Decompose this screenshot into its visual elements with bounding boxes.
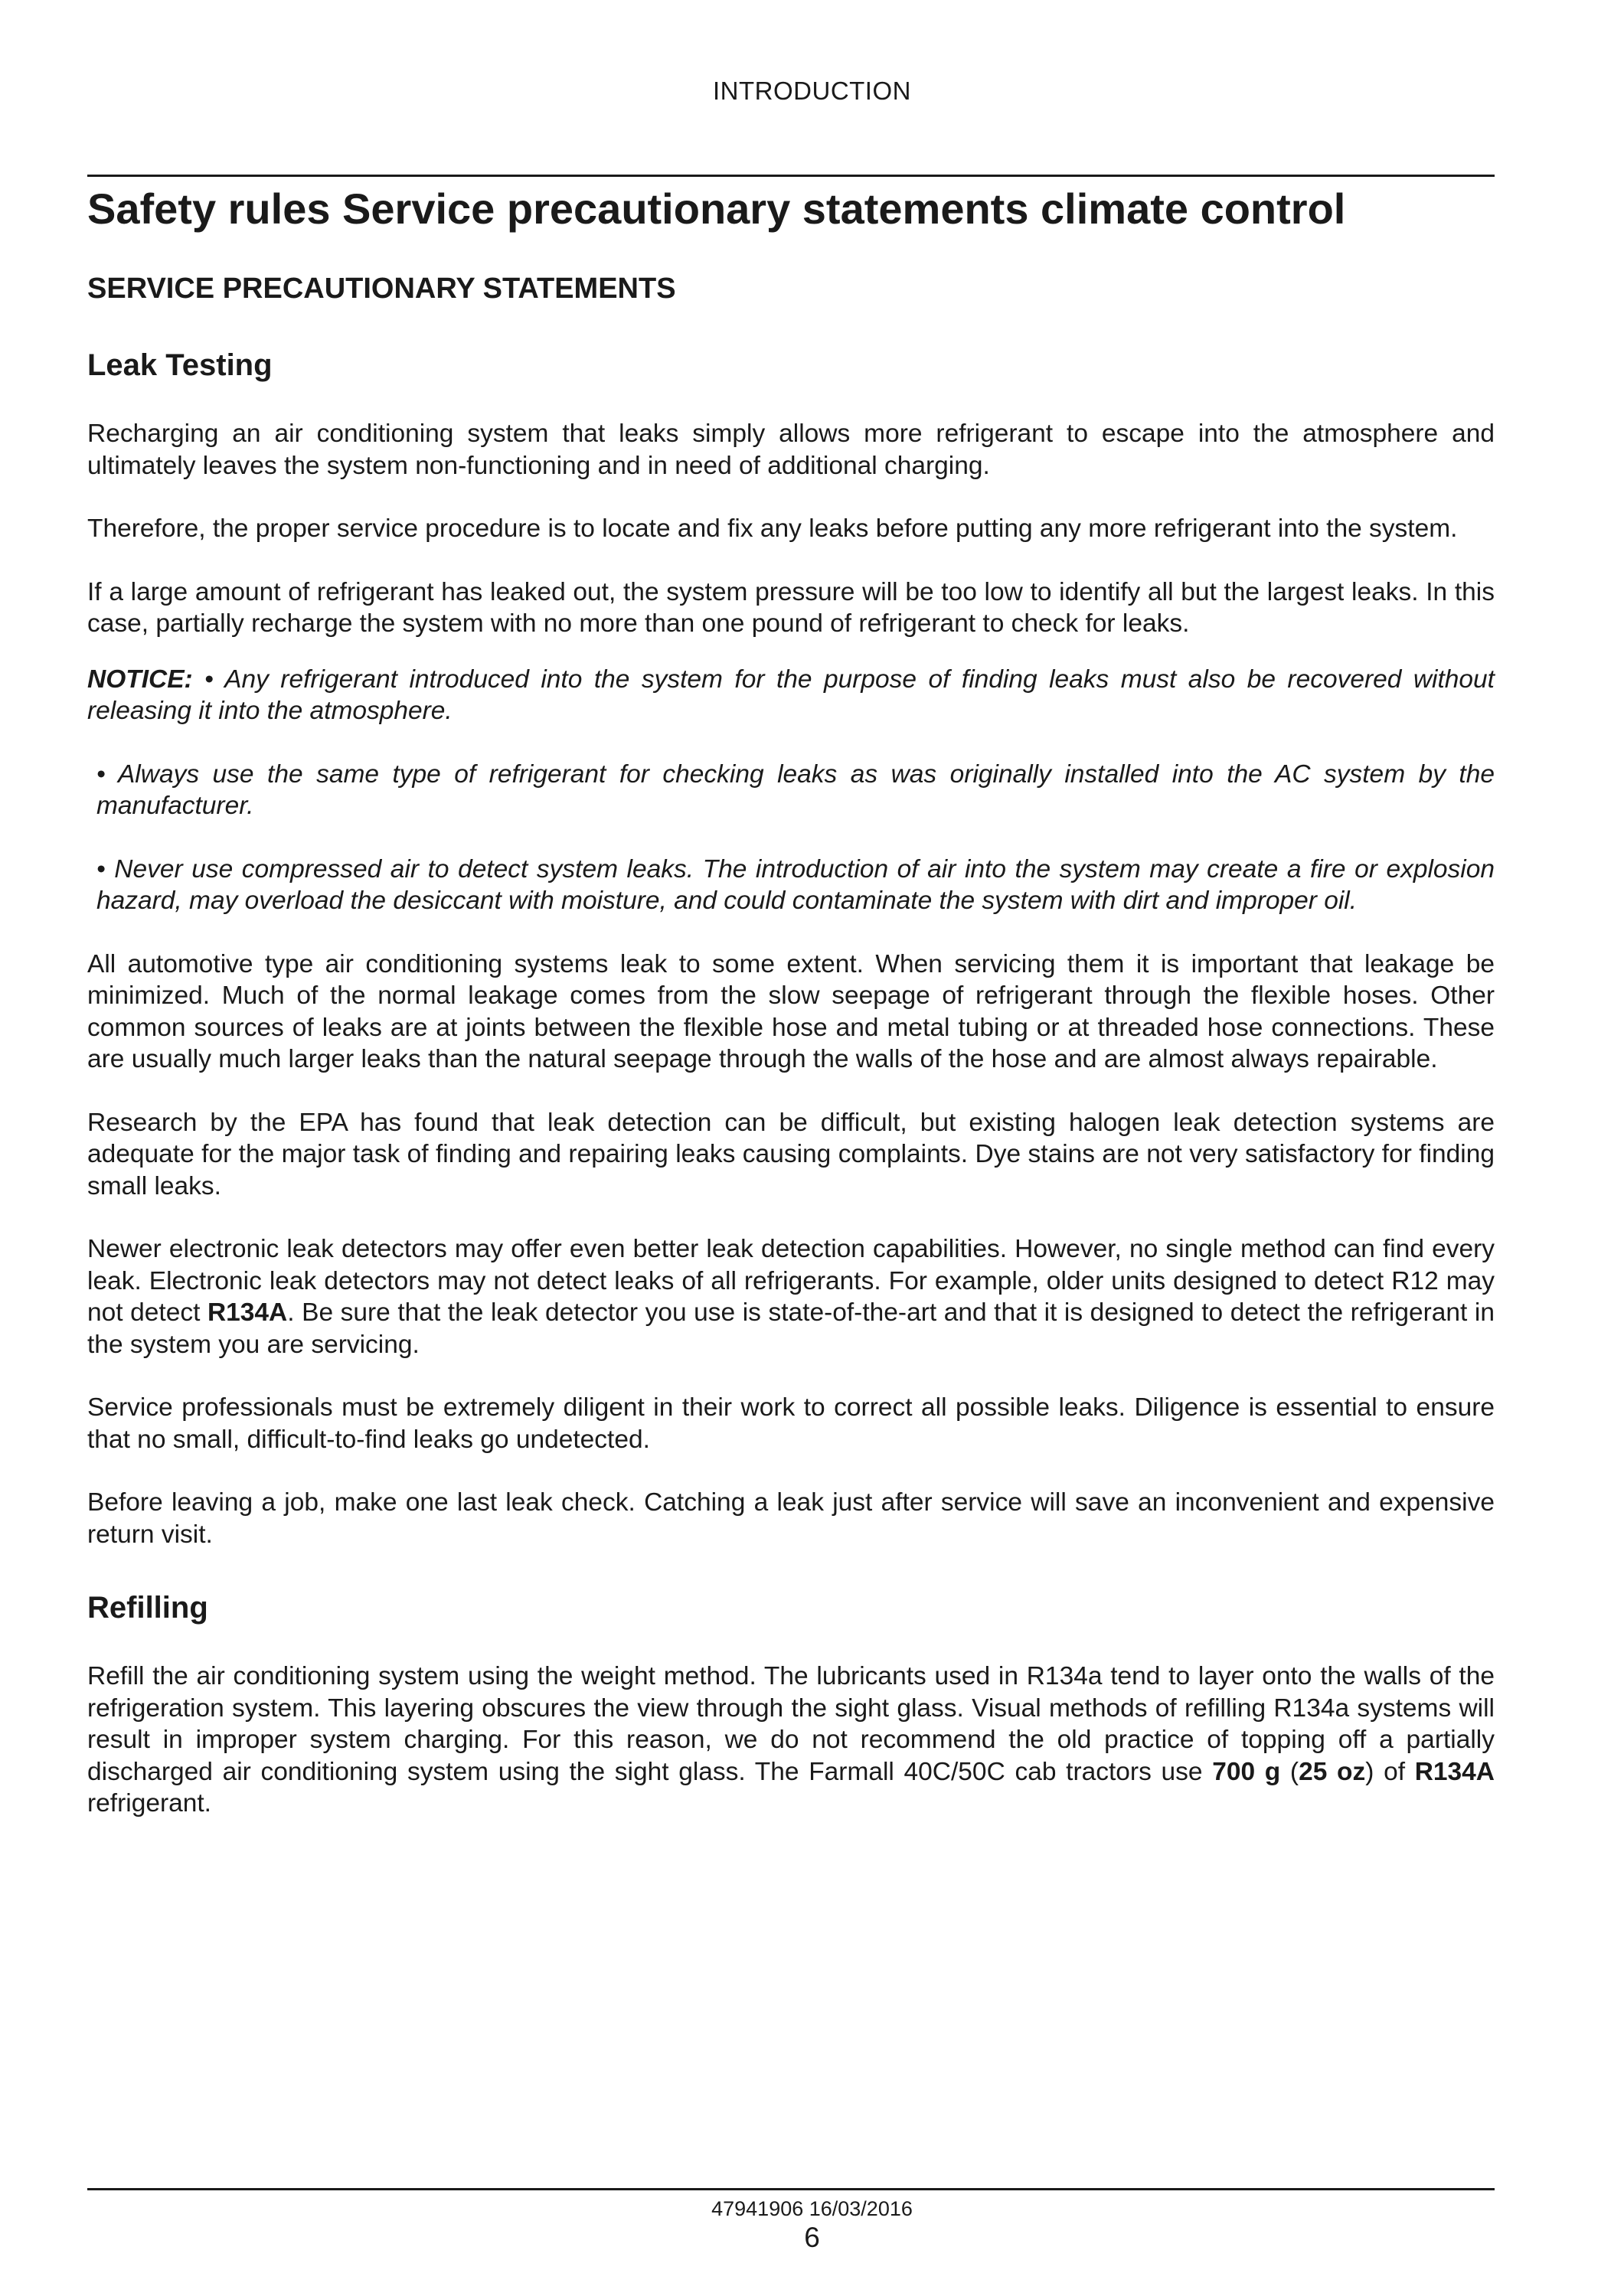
leak-testing-heading: Leak Testing <box>87 348 273 382</box>
leak-testing-paragraph-2: Therefore, the proper service procedure is to locate and fix any leaks before putting any more refrigerant into the system. <box>87 514 1458 543</box>
notice-item-3: • Never use compressed air to detect system leaks. The introduction of air into the system may create a fire or explosion hazard, may overload the desiccant with moisture, and could contaminate the system with dirt and improper oil. <box>96 854 1495 915</box>
refilling-text-a: Refill the air conditioning system using the weight method. The lubricants used in R134a tend to layer onto the walls of the refrigeration system. This layering obscures the view through the sight glass. Visual methods of refilling R134a systems will result in improper system charging. For this reason, we do not recommend the old practice of topping off a partially discharged air conditioning system using the sight glass. The Farmall 40C/50C cab tractors use <box>87 1662 1495 1786</box>
leak-testing-paragraph-7: Service professionals must be extremely diligent in their work to correct all possible leaks. Diligence is essential to ensure that no small, difficult-to-find leaks go undetected. <box>87 1393 1495 1454</box>
page-title: Safety rules Service precautionary statements climate control <box>87 185 1346 233</box>
refilling-text-c: ) of <box>1365 1757 1415 1786</box>
leak-testing-paragraph-4: All automotive type air conditioning systems leak to some extent. When servicing them it is important that leakage be minimized. Much of the normal leakage comes from the slow seepage of refrigerant through the flexible hoses. Other common sources of leaks are at joints between the flexible hose and metal tubing or at threaded hose connections. These are usually much larger leaks than the natural seepage through the walls of the hose and are almost always repairable. <box>87 949 1495 1073</box>
notice-block <box>87 664 1495 727</box>
notice-item-1: • Any refrigerant introduced into the system for the purpose of finding leaks must also be recovered without releasing it into the atmosphere. <box>87 665 1495 725</box>
leak-testing-paragraph-8: Before leaving a job, make one last leak check. Catching a leak just after service will save an inconvenient and expensive return visit. <box>87 1488 1495 1549</box>
leak-testing-paragraph-6 <box>87 1233 1495 1360</box>
refilling-bold-refrigerant: R134A <box>1414 1757 1495 1786</box>
document-id: 47941906 16/03/2016 <box>711 2197 913 2220</box>
paragraph-6-text-b: . Be sure that the leak detector you use is state-of-the-art and that it is designed to detect the refrigerant in the system you are servicing. <box>87 1298 1495 1359</box>
leak-testing-paragraph-1: Recharging an air conditioning system that leaks simply allows more refrigerant to escape into the atmosphere and ultimately leaves the system non-functioning and in need of additional charging. <box>87 420 1495 480</box>
refilling-bold-weight: 700 g <box>1212 1757 1281 1786</box>
refilling-text-d: refrigerant. <box>87 1789 211 1818</box>
footer-rule <box>87 2188 1495 2190</box>
leak-testing-paragraph-5: Research by the EPA has found that leak detection can be difficult, but existing halogen leak detection systems are adequate for the major task of finding and repairing leaks causing complaints. Dye stains are not very satisfactory for finding small leaks. <box>87 1108 1495 1200</box>
paragraph-6-text-a: Newer electronic leak detectors may offer even better leak detection capabilities. However, no single method can find every leak. Electronic leak detectors may not detect leaks of all refrigerants. For example, older units designed to detect R12 may not detect <box>87 1235 1495 1327</box>
page-content <box>87 182 1495 1820</box>
refilling-heading: Refilling <box>87 1591 208 1625</box>
header-rule <box>87 175 1495 177</box>
running-header: INTRODUCTION <box>713 77 911 105</box>
notice-item-2: • Always use the same type of refrigerant for checking leaks as was originally installed into the AC system by the manufacturer. <box>96 759 1495 820</box>
notice-label: NOTICE: <box>87 665 193 694</box>
refilling-text-b: ( <box>1280 1757 1299 1786</box>
refilling-paragraph <box>87 1661 1495 1820</box>
section-subtitle: SERVICE PRECAUTIONARY STATEMENTS <box>87 273 676 305</box>
page-number: 6 <box>804 2222 820 2253</box>
refilling-bold-oz: 25 oz <box>1299 1757 1366 1786</box>
leak-testing-paragraph-3: If a large amount of refrigerant has leaked out, the system pressure will be too low to identify all but the largest leaks. In this case, partially recharge the system with no more than one pound of refrigerant to check for leaks. <box>87 577 1495 638</box>
paragraph-6-bold-refrigerant: R134A <box>207 1298 288 1327</box>
